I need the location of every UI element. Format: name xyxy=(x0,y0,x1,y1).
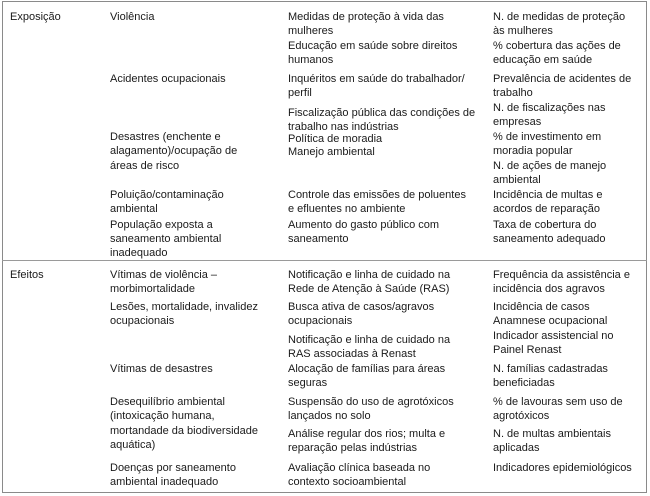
action-cell: Notificação e linha de cuidado na xyxy=(288,334,451,346)
indicator-cell: Prevalência de acidentes de xyxy=(493,73,632,85)
indicator-cell: agrotóxicos xyxy=(493,410,550,422)
indicator-cell: % de investimento em xyxy=(493,131,602,143)
action-cell: trabalho nas indústrias xyxy=(288,121,399,133)
indicator-cell: % cobertura das ações de xyxy=(493,40,621,52)
determinant-cell: Vítimas de desastres xyxy=(110,363,213,375)
action-cell: e efluentes no ambiente xyxy=(288,203,406,215)
determinant-cell: Lesões, mortalidade, invalidez xyxy=(110,301,258,313)
action-cell: seguras xyxy=(288,377,328,389)
action-cell: Busca ativa de casos/agravos xyxy=(288,301,435,313)
determinant-cell: áreas de risco xyxy=(110,160,180,172)
indicator-cell: N. famílias cadastradas xyxy=(493,363,608,375)
action-cell: Análise regular dos rios; multa e xyxy=(288,428,446,440)
indicator-cell: Incidência de multas e xyxy=(493,189,603,201)
action-cell: Fiscalização pública das condições de xyxy=(288,107,476,119)
action-cell: humanos xyxy=(288,54,334,66)
indicator-cell: às mulheres xyxy=(493,25,553,37)
action-cell: Manejo ambiental xyxy=(288,146,375,158)
action-cell: reparação pelas indústrias xyxy=(288,442,418,454)
indicator-cell: N. de ações de manejo xyxy=(493,160,607,172)
indicator-cell: Indicador assistencial no xyxy=(493,330,614,342)
determinant-cell: Desastres (enchente e xyxy=(110,131,221,143)
determinant-cell: inadequado xyxy=(110,247,168,259)
determinant-cell: ocupacionais xyxy=(110,315,175,327)
indicator-cell: moradia popular xyxy=(493,145,573,157)
determinant-cell: alagamento)/ocupação de xyxy=(110,145,238,157)
action-cell: RAS associadas à Renast xyxy=(288,348,416,360)
determinant-cell: Acidentes ocupacionais xyxy=(110,73,226,85)
action-cell: Controle das emissões de poluentes xyxy=(288,189,466,201)
action-cell: perfil xyxy=(288,87,312,99)
action-cell: Alocação de famílias para áreas xyxy=(288,363,446,375)
indicator-cell: Anamnese ocupacional xyxy=(493,315,608,327)
determinant-cell: Vítimas de violência – xyxy=(110,269,217,281)
indicator-cell: N. de multas ambientais xyxy=(493,428,611,440)
determinant-cell: aquática) xyxy=(110,439,156,451)
action-cell: Rede de Atenção à Saúde (RAS) xyxy=(288,283,450,295)
section-label-efeitos: Efeitos xyxy=(10,269,44,281)
determinant-cell: ambiental inadequado xyxy=(110,476,219,488)
action-cell: mulheres xyxy=(288,25,334,37)
action-cell: contexto socioambiental xyxy=(288,476,407,488)
indicator-cell: saneamento adequado xyxy=(493,233,606,245)
determinant-cell: morbimortalidade xyxy=(110,283,195,295)
section-label-exposicao: Exposição xyxy=(10,11,61,23)
determinant-cell: Doenças por saneamento xyxy=(110,462,236,474)
indicator-cell: Incidência de casos xyxy=(493,301,590,313)
indicator-cell: acordos de reparação xyxy=(493,203,601,215)
indicator-cell: aplicadas xyxy=(493,442,540,454)
action-cell: Inquéritos em saúde do trabalhador/ xyxy=(288,73,465,85)
action-cell: Suspensão do uso de agrotóxicos xyxy=(288,396,454,408)
action-cell: Educação em saúde sobre direitos xyxy=(288,40,458,52)
indicator-cell: Indicadores epidemiológicos xyxy=(493,462,632,474)
indicator-cell: N. de fiscalizações nas xyxy=(493,102,606,114)
determinant-cell: ambiental xyxy=(110,203,158,215)
determinant-cell: saneamento ambiental xyxy=(110,233,222,245)
indicator-cell: empresas xyxy=(493,116,542,128)
indicator-cell: Taxa de cobertura do xyxy=(493,219,597,231)
action-cell: ocupacionais xyxy=(288,315,353,327)
indicator-cell: beneficiadas xyxy=(493,377,555,389)
indicator-cell: incidência dos agravos xyxy=(493,283,605,295)
indicator-cell: N. de medidas de proteção xyxy=(493,11,626,23)
action-cell: Avaliação clínica baseada no xyxy=(288,462,431,474)
determinant-cell: Desequilíbrio ambiental xyxy=(110,396,225,408)
section-divider xyxy=(2,260,647,261)
indicator-cell: trabalho xyxy=(493,87,533,99)
indicator-cell: Painel Renast xyxy=(493,344,562,356)
determinant-cell: População exposta a xyxy=(110,219,213,231)
action-cell: lançados no solo xyxy=(288,410,371,422)
action-cell: Notificação e linha de cuidado na xyxy=(288,269,451,281)
determinant-cell: Poluição/contaminação xyxy=(110,189,224,201)
indicator-cell: educação em saúde xyxy=(493,54,593,66)
determinant-cell: mortandade da biodiversidade xyxy=(110,425,258,437)
action-cell: Política de moradia xyxy=(288,133,383,145)
indicator-cell: Frequência da assistência e xyxy=(493,269,630,281)
determinant-cell: Violência xyxy=(110,11,155,23)
indicator-cell: % de lavouras sem uso de xyxy=(493,396,623,408)
indicator-cell: ambiental xyxy=(493,174,541,186)
action-cell: saneamento xyxy=(288,233,349,245)
determinant-cell: (intoxicação humana, xyxy=(110,410,215,422)
action-cell: Medidas de proteção à vida das xyxy=(288,11,444,23)
action-cell: Aumento do gasto público com xyxy=(288,219,440,231)
